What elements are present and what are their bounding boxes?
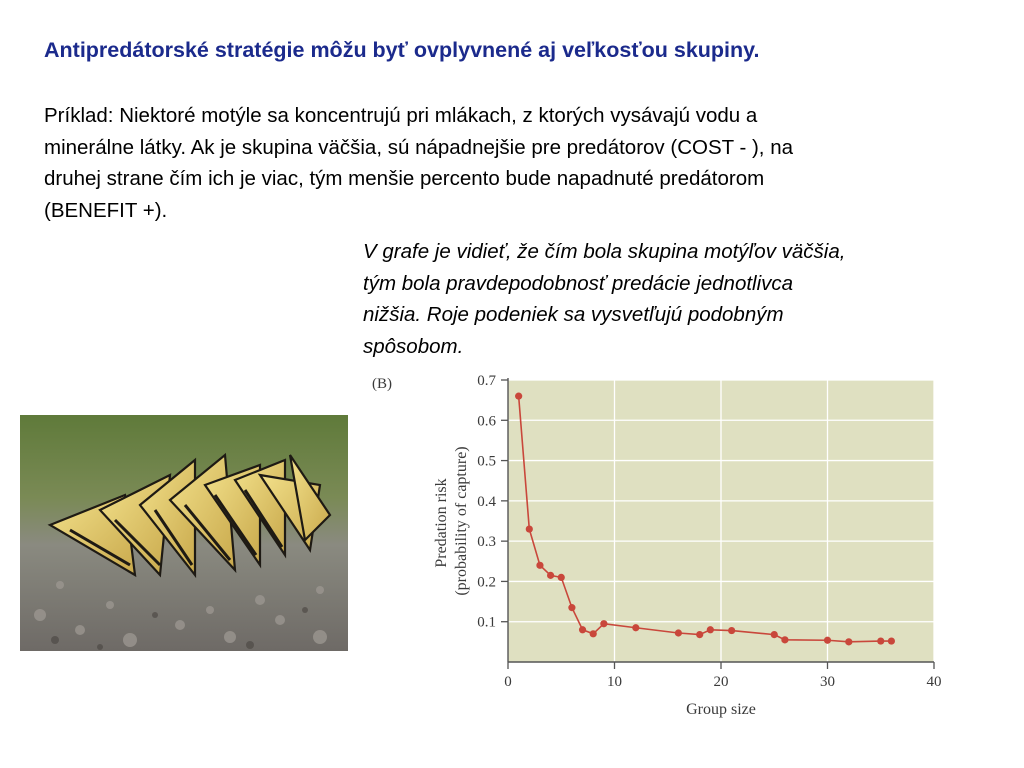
- y-tick-label: 0.4: [477, 493, 496, 510]
- y-tick-label: 0.6: [477, 413, 496, 430]
- data-point: [590, 630, 597, 637]
- caption-line: nižšia. Roje podeniek sa vysvetľujú podobným: [363, 303, 784, 326]
- data-point: [547, 572, 554, 579]
- data-point: [600, 620, 607, 627]
- slide-title: Antipredátorské stratégie môžu byť ovplyvnené aj veľkosťou skupiny.: [44, 38, 760, 62]
- data-point: [845, 638, 852, 645]
- y-tick-label: 0.1: [477, 614, 496, 631]
- data-point: [526, 525, 533, 532]
- data-point: [558, 574, 565, 581]
- data-point: [781, 636, 788, 643]
- x-tick-label: 10: [607, 674, 622, 690]
- x-tick-label: 40: [926, 674, 942, 690]
- data-point: [888, 637, 895, 644]
- y-axis-label-line1: Predation risk: [433, 478, 450, 568]
- caption-line: tým bola pravdepodobnosť predácie jednotlivca: [363, 271, 794, 295]
- data-point: [632, 624, 639, 631]
- data-point: [515, 393, 522, 400]
- x-tick-label: 30: [820, 674, 835, 690]
- data-point: [877, 637, 884, 644]
- paragraph-line: druhej strane čím ich je viac, tým menšie percento bude napadnuté predátorom: [44, 167, 765, 190]
- caption-line: spôsobom.: [363, 334, 464, 358]
- predation-risk-chart: [360, 366, 960, 726]
- y-tick-label: 0.5: [477, 453, 496, 470]
- data-point: [568, 604, 575, 611]
- chart-svg: [360, 366, 960, 726]
- caption-line: V grafe je vidieť, že čím bola skupina motýľov väčšia,: [363, 240, 846, 263]
- panel-label: (B): [372, 376, 392, 392]
- data-point: [579, 626, 586, 633]
- y-tick-label: 0.3: [477, 534, 496, 551]
- data-point: [771, 631, 778, 638]
- y-axis-label: [433, 446, 470, 595]
- y-tick-label: 0.2: [477, 574, 496, 591]
- data-point: [728, 627, 735, 634]
- data-point: [824, 637, 831, 644]
- y-axis-label-line2: (probability of capture): [453, 446, 470, 596]
- x-tick-label: 20: [713, 674, 729, 690]
- chart-caption: [363, 236, 1003, 362]
- data-point: [707, 626, 714, 633]
- paragraph-line: Príklad: Niektoré motýle sa koncentrujú pri mlákach, z ktorých vysávajú vodu a: [44, 104, 758, 127]
- y-tick-label: 0.7: [477, 373, 496, 389]
- paragraph-line: minerálne látky. Ak je skupina väčšia, sú nápadnejšie pre predátorov (COST - ), na: [44, 135, 794, 159]
- data-point: [536, 562, 543, 569]
- butterfly-photo: [20, 415, 348, 651]
- data-point: [675, 629, 682, 636]
- example-paragraph: [44, 100, 994, 226]
- x-axis-label: Group size: [686, 701, 756, 718]
- data-point: [696, 631, 703, 638]
- x-tick-label: 0: [504, 674, 512, 690]
- paragraph-line: (BENEFIT +).: [44, 198, 168, 222]
